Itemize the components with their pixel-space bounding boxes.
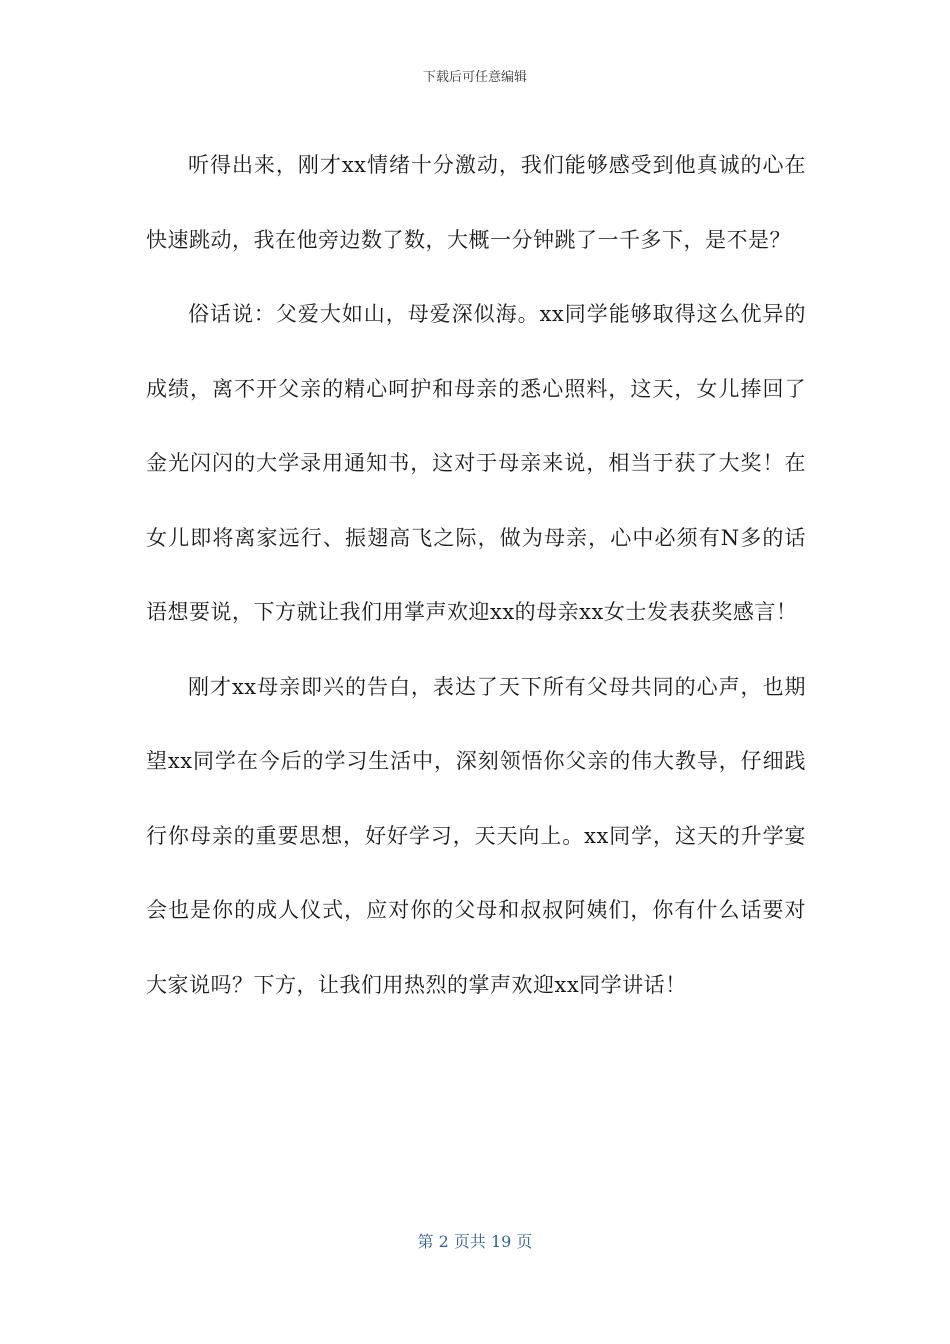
paragraph-3: 刚才xx母亲即兴的告白，表达了天下所有父母共同的心声，也期望xx同学在今后的学习生活中，深刻领悟你父亲的伟大教导，仔细践行你母亲的重要思想，好好学习，天天向上。xx同学，这天的升学宴会也是你的成人仪式，应对你的父母和叔叔阿姨们，你有什么话要对大家说吗？下方，让我们用热烈的掌声欢迎xx同学讲话！ bbox=[146, 674, 806, 997]
paragraph-1: 听得出来，刚才xx情绪十分激动，我们能够感受到他真诚的心在快速跳动，我在他旁边数了数，大概一分钟跳了一千多下，是不是？ bbox=[146, 153, 806, 252]
page-header: 下载后可任意编辑 bbox=[422, 70, 527, 85]
page-number-footer: 第 2 页共 19 页 bbox=[417, 1232, 533, 1251]
paragraph-2: 俗话说：父爱大如山，母爱深似海。xx同学能够取得这么优异的成绩，离不开父亲的精心呵护和母亲的悉心照料，这天，女儿捧回了金光闪闪的大学录用通知书，这对于母亲来说，相当于获了大奖！在女儿即将离家远行、振翅高飞之际，做为母亲，心中必须有N多的话语想要说，下方就让我们用掌声欢迎xx的母亲xx女士发表获奖感言！ bbox=[146, 302, 806, 624]
document-body bbox=[146, 128, 806, 1022]
